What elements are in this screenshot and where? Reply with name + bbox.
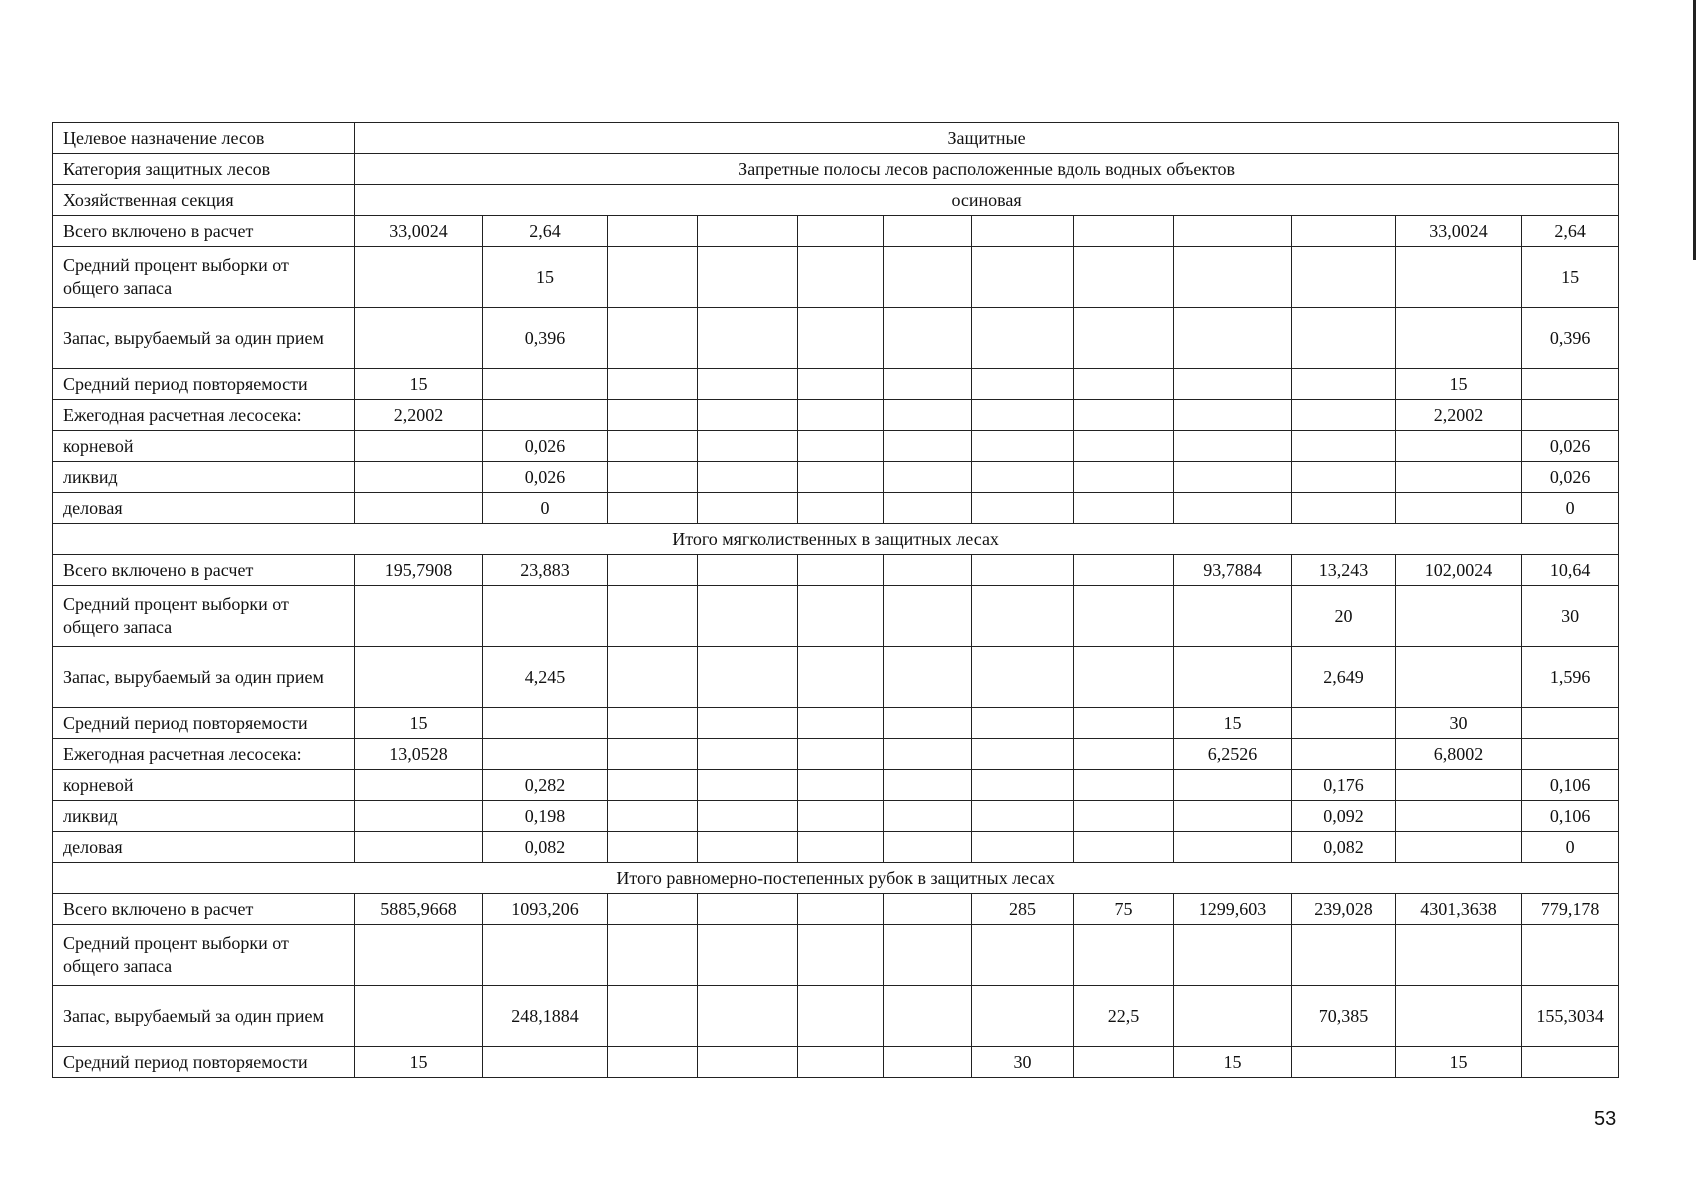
header-row [53,123,1619,154]
page-number: 53 [1594,1108,1617,1130]
table-cell [884,369,972,400]
header-row-label: Категория защитных лесов [53,154,355,185]
table-row [53,739,1619,770]
table-cell [1396,647,1522,708]
table-cell [1292,1047,1396,1078]
table-cell: 15 [1174,1047,1292,1078]
table-cell: 15 [355,369,483,400]
table-cell [1292,431,1396,462]
table-cell [698,586,798,647]
table-cell: 0 [483,493,608,524]
table-cell: 30 [1522,586,1619,647]
table-cell [608,894,698,925]
table-cell: 15 [1396,369,1522,400]
table-cell [798,647,884,708]
table-cell [1522,1047,1619,1078]
table-cell [1292,462,1396,493]
table-cell [884,832,972,863]
table-cell [698,894,798,925]
table-cell [972,431,1074,462]
table-cell [698,400,798,431]
table-cell [1522,708,1619,739]
table-cell [1292,369,1396,400]
table-cell [698,739,798,770]
table-cell [698,708,798,739]
table-cell: 1093,206 [483,894,608,925]
table-cell [1396,247,1522,308]
table-cell [1396,801,1522,832]
table-cell [698,555,798,586]
table-cell [1396,462,1522,493]
table-cell [608,493,698,524]
table-cell [1396,770,1522,801]
table-cell [698,647,798,708]
table-cell: 30 [972,1047,1074,1078]
row-label: ликвид [53,801,355,832]
table-cell [972,216,1074,247]
table-cell: 0 [1522,832,1619,863]
table-cell [884,1047,972,1078]
table-cell: 248,1884 [483,986,608,1047]
table-cell [608,708,698,739]
table-cell [884,739,972,770]
table-cell [608,400,698,431]
table-row [53,1047,1619,1078]
forest-calculation-table [52,122,1619,1078]
table-cell [483,739,608,770]
table-cell [608,431,698,462]
row-label: ликвид [53,462,355,493]
table-cell [355,925,483,986]
table-cell [698,431,798,462]
table-cell [483,1047,608,1078]
table-cell [798,555,884,586]
table-cell [608,247,698,308]
table-cell: 15 [1396,1047,1522,1078]
table-cell: 4301,3638 [1396,894,1522,925]
table-cell [1174,801,1292,832]
table-cell [1174,586,1292,647]
table-cell: 15 [355,708,483,739]
table-cell [608,647,698,708]
table-cell [884,462,972,493]
table-cell [798,832,884,863]
table-cell [1074,832,1174,863]
table-cell [698,493,798,524]
table-cell: 0,026 [483,462,608,493]
table-cell: 75 [1074,894,1174,925]
table-cell: 4,245 [483,647,608,708]
table-cell [972,586,1074,647]
table-cell [355,770,483,801]
table-cell [483,708,608,739]
table-cell [355,647,483,708]
table-cell [1522,739,1619,770]
table-cell [1522,400,1619,431]
table-cell [798,400,884,431]
table-cell [884,216,972,247]
table-cell [608,739,698,770]
table-cell [884,894,972,925]
row-label: Запас, вырубаемый за один прием [53,308,355,369]
table-cell [698,308,798,369]
table-cell [1074,770,1174,801]
table-cell: 779,178 [1522,894,1619,925]
table-cell [1396,925,1522,986]
table-cell: 2,2002 [355,400,483,431]
table-cell: 0,282 [483,770,608,801]
table-cell [1396,493,1522,524]
table-cell [1174,400,1292,431]
table-cell [1074,400,1174,431]
table-cell [1074,647,1174,708]
table-cell: 1,596 [1522,647,1619,708]
table-row [53,400,1619,431]
table-cell [972,493,1074,524]
table-cell [884,400,972,431]
table-cell [608,586,698,647]
table-cell: 10,64 [1522,555,1619,586]
table-cell [355,462,483,493]
row-label: Средний процент выборки от общего запаса [53,586,355,647]
header-row-label: Хозяйственная секция [53,185,355,216]
table-cell [698,986,798,1047]
table-cell [884,247,972,308]
table-cell: 13,0528 [355,739,483,770]
table-cell: 0,092 [1292,801,1396,832]
table-cell [1074,708,1174,739]
table-row [53,308,1619,369]
table-cell [608,770,698,801]
table-cell [972,555,1074,586]
table-cell [1074,801,1174,832]
row-label: Всего включено в расчет [53,216,355,247]
table-cell [798,894,884,925]
table-cell [972,739,1074,770]
table-cell: 2,64 [483,216,608,247]
table-cell [798,462,884,493]
scan-edge-mark [1693,0,1696,260]
table-cell [608,832,698,863]
table-cell [1174,462,1292,493]
table-cell [1174,832,1292,863]
table-cell [798,308,884,369]
table-cell [483,925,608,986]
table-cell [972,247,1074,308]
table-cell: 102,0024 [1396,555,1522,586]
table-cell [1292,247,1396,308]
table-cell [1174,493,1292,524]
table-cell: 33,0024 [355,216,483,247]
row-label: Средний процент выборки от общего запаса [53,247,355,308]
table-cell [698,369,798,400]
section-heading: Итого равномерно-постепенных рубок в защитных лесах [53,863,1619,894]
table-cell: 6,2526 [1174,739,1292,770]
table-cell [698,216,798,247]
table-cell [608,216,698,247]
table-row [53,986,1619,1047]
table-row [53,925,1619,986]
table-cell [1292,708,1396,739]
table-row [53,555,1619,586]
table-cell [355,431,483,462]
table-row [53,493,1619,524]
table-cell: 20 [1292,586,1396,647]
table-cell [972,308,1074,369]
table-cell [798,708,884,739]
table-cell [1396,431,1522,462]
table-cell: 6,8002 [1396,739,1522,770]
table-row [53,216,1619,247]
table-cell: 0,026 [1522,462,1619,493]
table-cell [1074,925,1174,986]
table-cell [798,216,884,247]
table-cell: 33,0024 [1396,216,1522,247]
table-cell [1292,925,1396,986]
table-cell [698,462,798,493]
table-cell [608,555,698,586]
row-label: Ежегодная расчетная лесосека: [53,400,355,431]
table-row [53,462,1619,493]
row-label: Запас, вырубаемый за один прием [53,647,355,708]
table-cell [884,986,972,1047]
table-cell: 13,243 [1292,555,1396,586]
table-cell [798,770,884,801]
table-cell [884,586,972,647]
table-cell [1292,400,1396,431]
table-cell [972,925,1074,986]
table-cell [884,431,972,462]
header-row-value: осиновая [355,185,1619,216]
table-cell: 2,2002 [1396,400,1522,431]
table-cell [355,586,483,647]
table-cell [1174,647,1292,708]
row-label: Средний период повторяемости [53,369,355,400]
section-heading: Итого мягколиственных в защитных лесах [53,524,1619,555]
table-cell [608,1047,698,1078]
table-cell [1174,247,1292,308]
table-cell: 195,7908 [355,555,483,586]
table-cell [608,462,698,493]
header-row-value: Защитные [355,123,1619,154]
table-cell [1174,216,1292,247]
table-cell [972,708,1074,739]
table-cell: 15 [483,247,608,308]
row-label: Всего включено в расчет [53,894,355,925]
table-cell [483,369,608,400]
table-cell [798,431,884,462]
table-cell [698,832,798,863]
table-row [53,247,1619,308]
table-cell: 70,385 [1292,986,1396,1047]
table-row [53,431,1619,462]
table-cell [1074,431,1174,462]
table-cell [608,308,698,369]
table-cell [972,770,1074,801]
table-cell [972,801,1074,832]
table-row [53,894,1619,925]
header-row-value: Запретные полосы лесов расположенные вдоль водных объектов [355,154,1619,185]
table-cell [972,369,1074,400]
table-cell [1292,493,1396,524]
table-row [53,647,1619,708]
table-cell [972,462,1074,493]
table-cell [1174,431,1292,462]
table-cell [972,400,1074,431]
table-cell: 0,176 [1292,770,1396,801]
table-cell [884,493,972,524]
table-cell: 285 [972,894,1074,925]
row-label: Запас, вырубаемый за один прием [53,986,355,1047]
header-row-label: Целевое назначение лесов [53,123,355,154]
table-row [53,708,1619,739]
table-cell [798,369,884,400]
row-label: деловая [53,832,355,863]
table-cell [972,647,1074,708]
row-label: Средний процент выборки от общего запаса [53,925,355,986]
table-cell [1074,1047,1174,1078]
table-cell [1174,770,1292,801]
table-cell [1396,586,1522,647]
header-row [53,185,1619,216]
table-cell: 0,396 [1522,308,1619,369]
table-cell [1074,555,1174,586]
table-cell [355,801,483,832]
table-cell: 2,649 [1292,647,1396,708]
table-row [53,369,1619,400]
table-cell [608,986,698,1047]
table-cell [698,925,798,986]
table-cell [798,1047,884,1078]
table-cell [698,247,798,308]
table-cell [355,986,483,1047]
table-cell: 0,106 [1522,770,1619,801]
table-cell [1292,216,1396,247]
table-cell [483,400,608,431]
table-cell: 22,5 [1074,986,1174,1047]
table-cell [1074,369,1174,400]
table-cell [1074,247,1174,308]
table-cell: 0,026 [1522,431,1619,462]
table-cell [698,1047,798,1078]
table-cell [1074,493,1174,524]
table-cell: 0,082 [483,832,608,863]
table-cell: 15 [355,1047,483,1078]
table-cell [698,770,798,801]
table-cell [1396,308,1522,369]
table-cell [884,770,972,801]
table-cell: 5885,9668 [355,894,483,925]
table-row [53,586,1619,647]
table-cell [798,739,884,770]
section-heading-row [53,863,1619,894]
row-label: Ежегодная расчетная лесосека: [53,739,355,770]
table-cell [1074,739,1174,770]
table-cell: 239,028 [1292,894,1396,925]
table-cell [798,986,884,1047]
table-cell [798,493,884,524]
table-row [53,832,1619,863]
table-cell [1174,369,1292,400]
table-cell [1292,739,1396,770]
row-label: Средний период повторяемости [53,708,355,739]
table-cell [1174,308,1292,369]
table-cell [608,369,698,400]
table-cell: 2,64 [1522,216,1619,247]
table-cell [798,925,884,986]
table-cell: 15 [1522,247,1619,308]
table-cell: 0,396 [483,308,608,369]
table-cell: 93,7884 [1174,555,1292,586]
table-cell [1174,925,1292,986]
table-cell [1074,586,1174,647]
table-cell [884,647,972,708]
table-cell [972,986,1074,1047]
table-cell [355,832,483,863]
table-cell: 0,198 [483,801,608,832]
table-cell [355,308,483,369]
table-cell [798,586,884,647]
table-cell [1522,369,1619,400]
row-label: деловая [53,493,355,524]
table-cell: 155,3034 [1522,986,1619,1047]
table-cell [884,708,972,739]
row-label: корневой [53,431,355,462]
table-row [53,801,1619,832]
table-cell [608,801,698,832]
header-row [53,154,1619,185]
table-cell [1292,308,1396,369]
table-cell [698,801,798,832]
table-cell [608,925,698,986]
table-cell: 0,026 [483,431,608,462]
table-cell [972,832,1074,863]
table-cell [1522,925,1619,986]
table-cell [884,925,972,986]
table-cell [884,555,972,586]
table-row [53,770,1619,801]
row-label: Всего включено в расчет [53,555,355,586]
table-cell: 23,883 [483,555,608,586]
table-cell: 0,082 [1292,832,1396,863]
row-label: корневой [53,770,355,801]
table-cell: 1299,603 [1174,894,1292,925]
section-heading-row [53,524,1619,555]
table-cell: 30 [1396,708,1522,739]
row-label: Средний период повторяемости [53,1047,355,1078]
table-cell [1074,462,1174,493]
table-cell [798,247,884,308]
table-cell: 0 [1522,493,1619,524]
table-cell [884,801,972,832]
table-cell [1074,308,1174,369]
table-cell [884,308,972,369]
table-cell: 15 [1174,708,1292,739]
table-cell [1396,986,1522,1047]
table-cell [1174,986,1292,1047]
table-cell: 0,106 [1522,801,1619,832]
table-cell [1074,216,1174,247]
table-cell [1396,832,1522,863]
table-cell [483,586,608,647]
table-cell [798,801,884,832]
table-cell [355,493,483,524]
table-cell [355,247,483,308]
